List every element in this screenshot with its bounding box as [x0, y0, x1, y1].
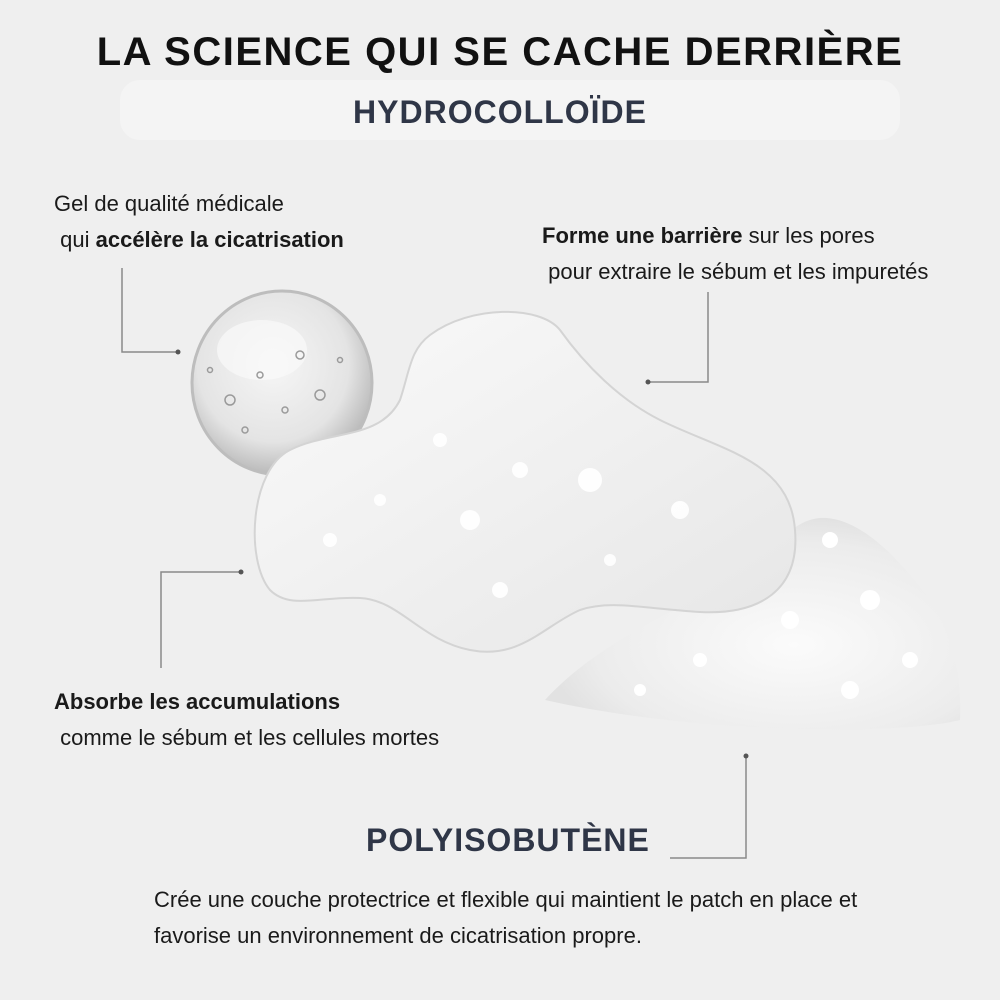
page-title: LA SCIENCE QUI SE CACHE DERRIÈRE — [96, 30, 904, 74]
leader-line-barrier — [648, 292, 708, 382]
callout-gel-bold: accélère la cicatrisation — [95, 227, 344, 252]
callout-absorb-bold: Absorbe les accumulations — [54, 689, 341, 714]
callout-barrier — [542, 218, 928, 290]
polyisobutene-heading: POLYISOBUTÈNE — [366, 822, 650, 858]
callout-gel-prefix: qui — [60, 227, 96, 252]
callout-barrier-line1 — [542, 218, 928, 254]
polyisobutene-description: Crée une couche protectrice et flexible qui maintient le patch en place et favorise un environnement de cicatrisation propre. — [154, 887, 858, 948]
leader-line-gel — [122, 268, 178, 352]
callout-barrier-rest: sur les pores — [742, 223, 875, 248]
callout-barrier-line2 — [542, 254, 928, 290]
page-subtitle: HYDROCOLLOÏDE — [353, 94, 647, 130]
callout-absorb-line1 — [54, 684, 439, 720]
leader-line-absorb — [161, 572, 241, 668]
callout-absorb — [54, 684, 439, 756]
leader-line-polyisobutene — [670, 754, 746, 858]
callout-barrier-bold: Forme une barrière — [542, 223, 743, 248]
callout-gel — [54, 186, 344, 258]
callout-absorb-line2 — [54, 720, 439, 756]
callout-absorb-line2-text: comme le sébum et les cellules mortes — [60, 725, 440, 750]
callout-gel-line2 — [54, 222, 344, 258]
callout-barrier-line2-text: pour extraire le sébum et les impuretés — [548, 259, 929, 284]
callout-gel-line1: Gel de qualité médicale — [54, 191, 284, 216]
